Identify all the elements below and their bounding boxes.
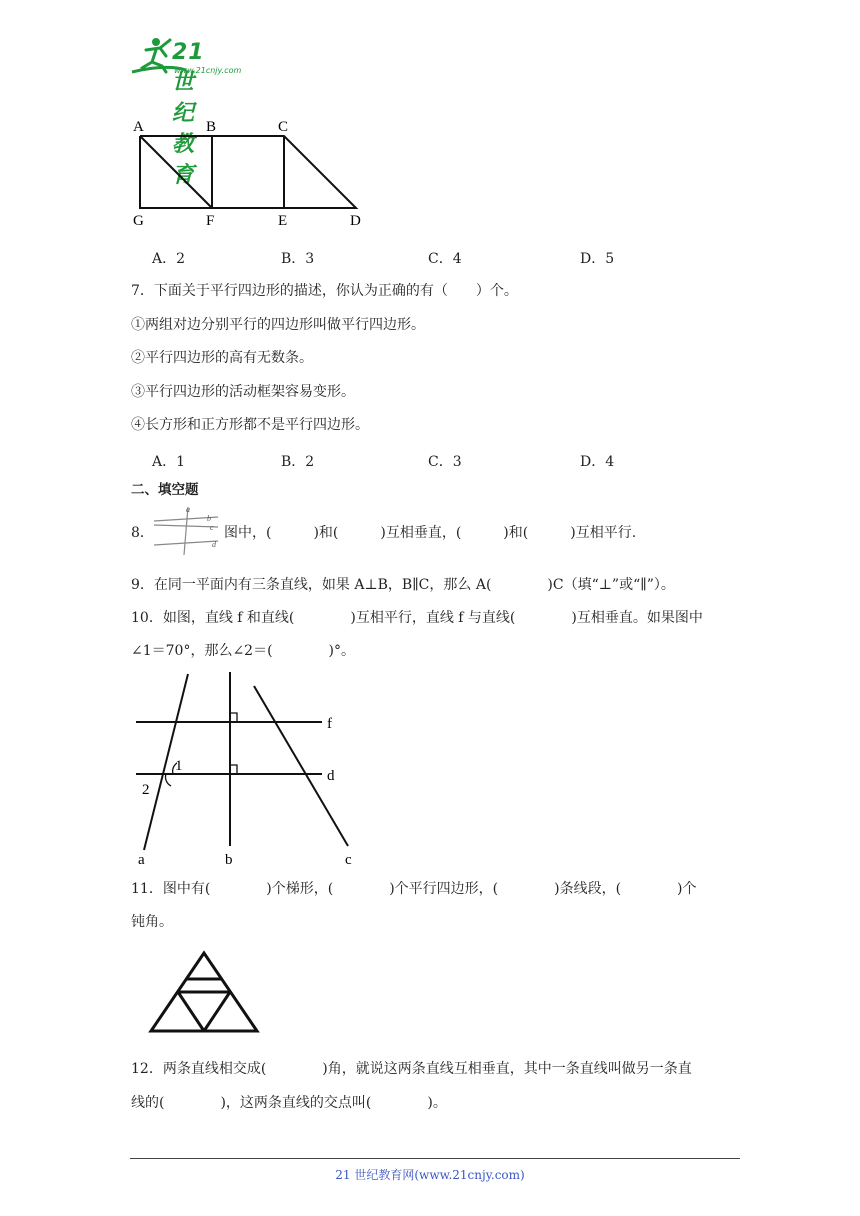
q11-line-2: 钝角。 xyxy=(131,914,173,930)
q7-statement-2: ②平行四边形的高有无数条。 xyxy=(131,350,313,366)
q7-statement-1: ①两组对边分别平行的四边形叫做平行四边形。 xyxy=(131,317,425,333)
q6-option-b[interactable]: B．3 xyxy=(281,251,315,267)
q10-label-angle1: 1 xyxy=(175,758,183,774)
q8-text: 图中，( )和( )互相垂直，( )和( )互相平行. xyxy=(224,525,637,541)
logo-url: www.21cnjy.com xyxy=(174,66,242,75)
q7-option-a[interactable]: A．1 xyxy=(152,454,186,470)
q11-triangle-figure xyxy=(146,948,262,1036)
q10-line-2: ∠1＝70°，那么∠2＝( )°。 xyxy=(131,643,356,659)
q10-label-d: d xyxy=(327,768,335,784)
q8-fig-label-d: d xyxy=(212,540,216,549)
q6-option-a[interactable]: A．2 xyxy=(152,251,186,267)
q10-figure xyxy=(128,668,368,870)
q7-stem: 7．下面关于平行四边形的描述，你认为正确的有（ ）个。 xyxy=(131,283,518,299)
fig-label-B: B xyxy=(206,119,217,135)
q9-text: 9．在同一平面内有三条直线，如果 A⊥B，B∥C，那么 A( )C（填“⊥”或“∥”）。 xyxy=(131,577,675,593)
q8-figure xyxy=(152,503,222,557)
section-title-fill-in: 二、填空题 xyxy=(131,482,199,498)
fig-label-D: D xyxy=(350,213,361,229)
q10-label-c: c xyxy=(345,852,352,868)
q7-statement-4: ④长方形和正方形都不是平行四边形。 xyxy=(131,417,369,433)
q10-label-b: b xyxy=(225,852,233,868)
q6-figure xyxy=(128,112,378,232)
q12-line-1: 12．两条直线相交成( )角，就说这两条直线互相垂直，其中一条直线叫做另一条直 xyxy=(131,1061,692,1077)
q8-fig-label-b: b xyxy=(207,514,211,523)
fig-label-G: G xyxy=(133,213,144,229)
q6-option-d[interactable]: D．5 xyxy=(580,251,615,267)
q8-number: 8． xyxy=(131,525,154,541)
q7-statement-3: ③平行四边形的活动框架容易变形。 xyxy=(131,384,355,400)
q10-label-a: a xyxy=(138,852,145,868)
footer-divider xyxy=(130,1158,740,1159)
q6-option-c[interactable]: C．4 xyxy=(428,251,462,267)
logo-text: 21世纪教育 xyxy=(172,40,205,188)
q7-option-c[interactable]: C．3 xyxy=(428,454,462,470)
fig-label-E: E xyxy=(278,213,288,229)
q7-option-d[interactable]: D．4 xyxy=(580,454,615,470)
fig-label-C: C xyxy=(278,119,289,135)
q10-label-f: f xyxy=(327,716,332,732)
q7-option-b[interactable]: B．2 xyxy=(281,454,315,470)
q10-line-1: 10．如图，直线 f 和直线( )互相平行，直线 f 与直线( )互相垂直。如果图中 xyxy=(131,610,703,626)
fig-label-A: A xyxy=(133,119,144,135)
q8-fig-label-a: a xyxy=(186,505,190,514)
q11-line-1: 11．图中有( )个梯形，( )个平行四边形，( )条线段，( )个 xyxy=(131,881,697,897)
q12-line-2: 线的( )，这两条直线的交点叫( )。 xyxy=(131,1095,447,1111)
q10-label-angle2: 2 xyxy=(142,782,150,798)
footer-link[interactable]: 21 世纪教育网(www.21cnjy.com) xyxy=(335,1168,525,1182)
q8-fig-label-c: c xyxy=(210,523,214,532)
fig-label-F: F xyxy=(206,213,215,229)
